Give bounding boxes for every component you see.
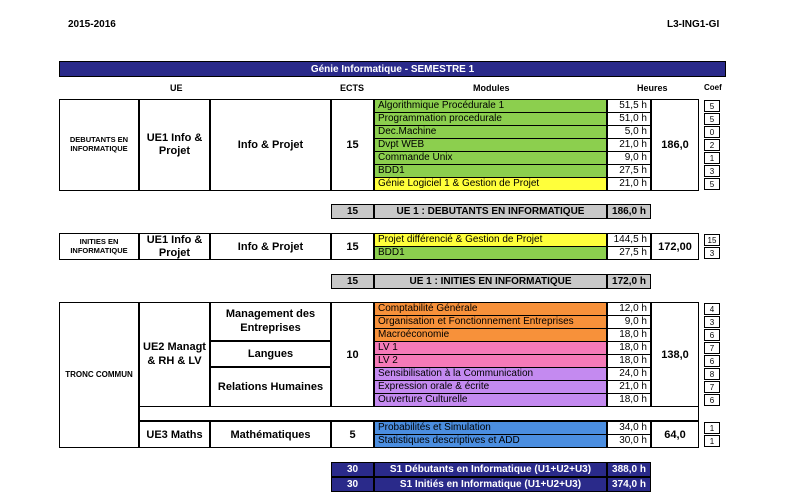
group-langues: Langues	[210, 341, 331, 367]
group-management: Management des Entreprises	[210, 302, 331, 341]
module-name: Sensibilisation à la Communication	[374, 367, 607, 381]
module-coef: 2	[704, 139, 720, 151]
module-hours: 21,0 h	[607, 380, 651, 394]
total2-hours: 374,0 h	[607, 477, 651, 492]
module-coef: 5	[704, 113, 720, 125]
module-name: Comptabilité Générale	[374, 302, 607, 316]
col-header-heures: Heures	[637, 83, 668, 93]
col-header-coef: Coef	[704, 83, 722, 92]
ue2-total-hours: 138,0	[651, 302, 699, 407]
group-info-projet-2: Info & Projet	[210, 233, 331, 260]
module-name: Algorithmique Procédurale 1	[374, 99, 607, 113]
module-hours: 18,0 h	[607, 328, 651, 342]
module-hours: 24,0 h	[607, 367, 651, 381]
category-tronc-commun: TRONC COMMUN	[59, 302, 139, 448]
module-coef: 6	[704, 355, 720, 367]
module-coef: 1	[704, 435, 720, 447]
module-name: Programmation procedurale	[374, 112, 607, 126]
ue3-label: UE3 Maths	[139, 421, 210, 448]
category-debutants: DEBUTANTS EN INFORMATIQUE	[59, 99, 139, 191]
module-name: LV 1	[374, 341, 607, 355]
module-hours: 18,0 h	[607, 354, 651, 368]
module-name: Probabilités et Simulation	[374, 421, 607, 435]
module-coef: 3	[704, 247, 720, 259]
module-hours: 18,0 h	[607, 341, 651, 355]
summary2-label: UE 1 : INITIES EN INFORMATIQUE	[374, 274, 607, 289]
total1-label: S1 Débutants en Informatique (U1+U2+U3)	[374, 462, 607, 477]
module-hours: 9,0 h	[607, 151, 651, 165]
module-name: Macroéconomie	[374, 328, 607, 342]
module-coef: 6	[704, 329, 720, 341]
total1-hours: 388,0 h	[607, 462, 651, 477]
total2-label: S1 Initiés en Informatique (U1+U2+U3)	[374, 477, 607, 492]
module-hours: 27,5 h	[607, 246, 651, 260]
group-info-projet: Info & Projet	[210, 99, 331, 191]
ue1-total-hours: 186,0	[651, 99, 699, 191]
ue1-initie-label: UE1 Info & Projet	[139, 233, 210, 260]
module-name: Projet différencié & Gestion de Projet	[374, 233, 607, 247]
module-hours: 9,0 h	[607, 315, 651, 329]
summary-label: UE 1 : DEBUTANTS EN INFORMATIQUE	[374, 204, 607, 219]
module-name: Statistiques descriptives et ADD	[374, 434, 607, 448]
summary2-ects: 15	[331, 274, 374, 289]
module-name: Dec.Machine	[374, 125, 607, 139]
module-hours: 21,0 h	[607, 138, 651, 152]
ue1-initie-total-hours: 172,00	[651, 233, 699, 260]
spacer-row	[139, 407, 699, 421]
module-coef: 7	[704, 381, 720, 393]
module-coef: 4	[704, 303, 720, 315]
module-coef: 5	[704, 100, 720, 112]
ue1-initie-ects: 15	[331, 233, 374, 260]
group-mathematiques: Mathématiques	[210, 421, 331, 448]
module-coef: 0	[704, 126, 720, 138]
ue3-ects: 5	[331, 421, 374, 448]
module-name: BDD1	[374, 246, 607, 260]
module-name: LV 2	[374, 354, 607, 368]
class-code: L3-ING1-GI	[667, 19, 720, 30]
ue2-ects: 10	[331, 302, 374, 407]
module-hours: 21,0 h	[607, 177, 651, 191]
ue3-total-hours: 64,0	[651, 421, 699, 448]
total2-ects: 30	[331, 477, 374, 492]
col-header-modules: Modules	[473, 83, 510, 93]
module-coef: 1	[704, 422, 720, 434]
module-coef: 3	[704, 165, 720, 177]
module-name: Expression orale & écrite	[374, 380, 607, 394]
module-coef: 7	[704, 342, 720, 354]
total1-ects: 30	[331, 462, 374, 477]
summary-ects: 15	[331, 204, 374, 219]
module-hours: 144,5 h	[607, 233, 651, 247]
school-year: 2015-2016	[68, 19, 116, 30]
module-hours: 18,0 h	[607, 393, 651, 407]
ue1-ects: 15	[331, 99, 374, 191]
module-hours: 51,0 h	[607, 112, 651, 126]
col-header-ects: ECTS	[340, 83, 365, 93]
module-hours: 34,0 h	[607, 421, 651, 435]
ue1-label: UE1 Info & Projet	[139, 99, 210, 191]
module-name: BDD1	[374, 164, 607, 178]
page-title: Génie Informatique - SEMESTRE 1	[59, 61, 726, 77]
group-relations-humaines: Relations Humaines	[210, 367, 331, 407]
summary2-hours: 172,0 h	[607, 274, 651, 289]
module-hours: 5,0 h	[607, 125, 651, 139]
module-coef: 1	[704, 152, 720, 164]
ue2-label: UE2 Managt & RH & LV	[139, 302, 210, 407]
col-header-ue: UE	[170, 83, 183, 93]
module-name: Ouverture Culturelle	[374, 393, 607, 407]
module-hours: 51,5 h	[607, 99, 651, 113]
module-coef: 3	[704, 316, 720, 328]
module-coef: 8	[704, 368, 720, 380]
module-hours: 27,5 h	[607, 164, 651, 178]
module-coef: 5	[704, 178, 720, 190]
module-coef: 15	[704, 234, 720, 246]
module-name: Dvpt WEB	[374, 138, 607, 152]
category-inities: INITIES EN INFORMATIQUE	[59, 233, 139, 260]
module-name: Génie Logiciel 1 & Gestion de Projet	[374, 177, 607, 191]
module-name: Commande Unix	[374, 151, 607, 165]
module-hours: 12,0 h	[607, 302, 651, 316]
module-name: Organisation et Fonctionnement Entreprises	[374, 315, 607, 329]
module-coef: 6	[704, 394, 720, 406]
summary-hours: 186,0 h	[607, 204, 651, 219]
module-hours: 30,0 h	[607, 434, 651, 448]
